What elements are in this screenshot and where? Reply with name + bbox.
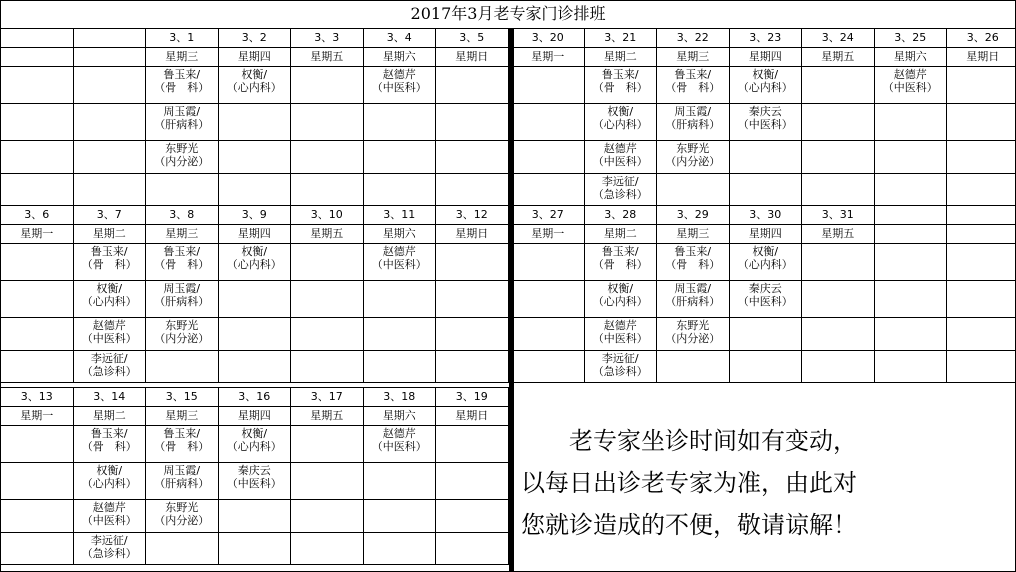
doctor-cell xyxy=(291,500,364,533)
weekday-cell xyxy=(1,48,74,67)
doctor-cell xyxy=(1,104,74,141)
date-cell: 3、22 xyxy=(657,29,730,48)
doctor-cell xyxy=(218,318,291,351)
doctor-cell xyxy=(73,67,146,104)
doctor-cell: 东野光 （内分泌） xyxy=(146,318,219,351)
doctor-row xyxy=(512,104,1016,141)
date-cell xyxy=(874,206,947,225)
weekday-cell: 星期五 xyxy=(802,225,875,244)
doctor-cell xyxy=(947,281,1016,318)
doctor-row xyxy=(512,67,1016,104)
doctor-cell xyxy=(218,281,291,318)
doctor-cell xyxy=(1,67,74,104)
doctor-cell xyxy=(436,463,509,500)
doctor-cell xyxy=(363,104,436,141)
doctor-cell xyxy=(729,318,802,351)
column-divider xyxy=(509,28,514,572)
doctor-cell: 权衡/ （心内科） xyxy=(729,67,802,104)
doctor-cell xyxy=(1,141,74,174)
date-cell: 3、11 xyxy=(363,206,436,225)
doctor-cell: 东野光 （内分泌） xyxy=(657,318,730,351)
doctor-cell: 李远征/ （急诊科） xyxy=(584,351,657,383)
doctor-cell xyxy=(657,351,730,383)
doctor-cell xyxy=(1,281,74,318)
date-cell: 3、15 xyxy=(146,388,219,407)
doctor-cell xyxy=(291,318,364,351)
date-cell: 3、14 xyxy=(73,388,146,407)
doctor-cell xyxy=(73,141,146,174)
date-cell: 3、6 xyxy=(1,206,74,225)
doctor-cell xyxy=(1,318,74,351)
weekday-cell: 星期五 xyxy=(291,407,364,426)
doctor-row xyxy=(1,426,509,463)
doctor-cell xyxy=(729,174,802,206)
doctor-row xyxy=(512,281,1016,318)
doctor-cell xyxy=(947,67,1016,104)
doctor-cell xyxy=(729,351,802,383)
doctor-cell: 赵德芹 （中医科） xyxy=(874,67,947,104)
doctor-cell: 周玉霞/ （肝病科） xyxy=(146,463,219,500)
doctor-cell xyxy=(436,174,509,206)
doctor-cell xyxy=(947,244,1016,281)
weekday-row xyxy=(512,225,1016,244)
doctor-cell xyxy=(436,244,509,281)
doctor-cell: 李远征/ （急诊科） xyxy=(73,533,146,565)
doctor-cell: 周玉霞/ （肝病科） xyxy=(146,281,219,318)
doctor-cell: 周玉霞/ （肝病科） xyxy=(657,281,730,318)
doctor-cell xyxy=(874,281,947,318)
doctor-cell xyxy=(436,500,509,533)
weekday-cell xyxy=(874,225,947,244)
weekday-cell: 星期五 xyxy=(291,225,364,244)
doctor-cell xyxy=(146,174,219,206)
weekday-row xyxy=(512,48,1016,67)
doctor-cell xyxy=(947,174,1016,206)
doctor-cell: 权衡/ （心内科） xyxy=(584,104,657,141)
date-cell: 3、7 xyxy=(73,206,146,225)
weekday-cell: 星期六 xyxy=(363,225,436,244)
weekday-cell: 星期四 xyxy=(729,225,802,244)
doctor-cell: 赵德芹 （中医科） xyxy=(584,141,657,174)
date-cell: 3、24 xyxy=(802,29,875,48)
doctor-cell: 周玉霞/ （肝病科） xyxy=(657,104,730,141)
doctor-cell xyxy=(291,244,364,281)
date-cell: 3、17 xyxy=(291,388,364,407)
date-cell: 3、25 xyxy=(874,29,947,48)
weekday-cell: 星期四 xyxy=(218,48,291,67)
doctor-cell: 权衡/ （心内科） xyxy=(218,244,291,281)
doctor-cell xyxy=(436,281,509,318)
weekday-cell: 星期一 xyxy=(512,48,585,67)
weekday-cell: 星期三 xyxy=(657,225,730,244)
doctor-cell: 鲁玉来/ （骨 科） xyxy=(146,67,219,104)
doctor-cell xyxy=(512,174,585,206)
doctor-cell xyxy=(512,67,585,104)
doctor-cell xyxy=(291,426,364,463)
weekday-row xyxy=(1,48,509,67)
doctor-cell xyxy=(729,141,802,174)
date-row xyxy=(1,388,509,407)
doctor-row xyxy=(1,500,509,533)
doctor-row xyxy=(1,281,509,318)
doctor-cell xyxy=(802,104,875,141)
weekday-cell: 星期三 xyxy=(146,225,219,244)
right-week-1-table xyxy=(511,28,1016,206)
date-cell: 3、28 xyxy=(584,206,657,225)
date-cell: 3、31 xyxy=(802,206,875,225)
date-cell: 3、26 xyxy=(947,29,1016,48)
weekday-cell: 星期二 xyxy=(73,407,146,426)
weekday-cell: 星期六 xyxy=(363,48,436,67)
weekday-cell: 星期三 xyxy=(146,48,219,67)
doctor-cell: 李远征/ （急诊科） xyxy=(73,351,146,383)
weekday-cell: 星期三 xyxy=(657,48,730,67)
date-cell: 3、20 xyxy=(512,29,585,48)
doctor-cell xyxy=(802,174,875,206)
doctor-row xyxy=(1,533,509,565)
doctor-cell xyxy=(363,351,436,383)
date-cell: 3、30 xyxy=(729,206,802,225)
date-cell: 3、9 xyxy=(218,206,291,225)
weekday-row xyxy=(1,225,509,244)
doctor-cell xyxy=(1,463,74,500)
notice-text xyxy=(515,380,1005,565)
date-cell: 3、27 xyxy=(512,206,585,225)
doctor-row xyxy=(512,141,1016,174)
date-cell: 3、1 xyxy=(146,29,219,48)
doctor-cell xyxy=(512,281,585,318)
weekday-cell: 星期日 xyxy=(436,225,509,244)
date-cell xyxy=(1,29,74,48)
doctor-cell: 鲁玉来/ （骨 科） xyxy=(73,244,146,281)
right-week-2-table xyxy=(511,205,1016,383)
weekday-cell: 星期五 xyxy=(802,48,875,67)
doctor-row xyxy=(1,67,509,104)
doctor-cell: 权衡/ （心内科） xyxy=(729,244,802,281)
doctor-cell xyxy=(436,104,509,141)
doctor-cell xyxy=(363,281,436,318)
left-week-2-table xyxy=(0,205,509,383)
doctor-row xyxy=(1,351,509,383)
weekday-cell: 星期一 xyxy=(1,225,74,244)
date-row xyxy=(512,206,1016,225)
notice-line: 老专家坐诊时间如有变动， xyxy=(521,427,857,455)
doctor-cell xyxy=(874,141,947,174)
doctor-cell xyxy=(874,351,947,383)
weekday-cell: 星期六 xyxy=(363,407,436,426)
date-cell xyxy=(947,206,1016,225)
doctor-row xyxy=(512,318,1016,351)
doctor-row xyxy=(1,244,509,281)
doctor-cell xyxy=(802,141,875,174)
weekday-cell xyxy=(73,48,146,67)
date-cell xyxy=(73,29,146,48)
doctor-cell xyxy=(512,104,585,141)
doctor-cell: 赵德芹 （中医科） xyxy=(363,244,436,281)
doctor-cell xyxy=(291,104,364,141)
weekday-cell: 星期五 xyxy=(291,48,364,67)
doctor-cell: 权衡/ （心内科） xyxy=(218,426,291,463)
date-row xyxy=(1,29,509,48)
notice-line: 您就诊造成的不便，敬请谅解！ xyxy=(521,511,857,539)
doctor-cell xyxy=(218,104,291,141)
doctor-cell: 东野光 （内分泌） xyxy=(657,141,730,174)
doctor-cell xyxy=(218,174,291,206)
doctor-cell xyxy=(802,281,875,318)
doctor-cell xyxy=(218,141,291,174)
doctor-cell xyxy=(512,318,585,351)
doctor-cell: 赵德芹 （中医科） xyxy=(363,67,436,104)
doctor-cell xyxy=(947,104,1016,141)
notice-line: 以每日出诊老专家为准，由此对 xyxy=(521,469,857,497)
doctor-cell: 赵德芹 （中医科） xyxy=(584,318,657,351)
weekday-cell: 星期四 xyxy=(729,48,802,67)
doctor-cell xyxy=(802,67,875,104)
doctor-cell xyxy=(363,500,436,533)
date-cell: 3、4 xyxy=(363,29,436,48)
doctor-row xyxy=(1,174,509,206)
date-row xyxy=(1,206,509,225)
weekday-cell: 星期一 xyxy=(1,407,74,426)
doctor-row xyxy=(512,244,1016,281)
doctor-cell: 东野光 （内分泌） xyxy=(146,141,219,174)
weekday-cell: 星期三 xyxy=(146,407,219,426)
doctor-cell xyxy=(363,174,436,206)
doctor-cell xyxy=(291,351,364,383)
doctor-row xyxy=(1,318,509,351)
doctor-cell xyxy=(291,463,364,500)
date-cell: 3、2 xyxy=(218,29,291,48)
weekday-row xyxy=(1,407,509,426)
doctor-cell xyxy=(512,351,585,383)
weekday-cell: 星期二 xyxy=(584,225,657,244)
doctor-cell xyxy=(218,351,291,383)
date-cell: 3、13 xyxy=(1,388,74,407)
doctor-cell xyxy=(363,533,436,565)
doctor-cell xyxy=(874,318,947,351)
doctor-cell xyxy=(218,500,291,533)
date-cell: 3、10 xyxy=(291,206,364,225)
weekday-cell xyxy=(947,225,1016,244)
doctor-cell xyxy=(1,174,74,206)
doctor-cell: 鲁玉来/ （骨 科） xyxy=(584,244,657,281)
doctor-row xyxy=(512,174,1016,206)
doctor-cell xyxy=(657,174,730,206)
doctor-cell xyxy=(363,463,436,500)
doctor-cell xyxy=(291,533,364,565)
doctor-cell xyxy=(291,141,364,174)
doctor-cell xyxy=(73,174,146,206)
doctor-cell: 东野光 （内分泌） xyxy=(146,500,219,533)
doctor-cell xyxy=(512,141,585,174)
weekday-cell: 星期四 xyxy=(218,225,291,244)
doctor-cell xyxy=(512,244,585,281)
date-cell: 3、16 xyxy=(218,388,291,407)
doctor-cell: 鲁玉来/ （骨 科） xyxy=(73,426,146,463)
doctor-cell xyxy=(802,351,875,383)
doctor-cell: 秦庆云 （中医科） xyxy=(729,104,802,141)
doctor-cell: 权衡/ （心内科） xyxy=(584,281,657,318)
doctor-cell: 权衡/ （心内科） xyxy=(73,463,146,500)
date-cell: 3、5 xyxy=(436,29,509,48)
doctor-cell xyxy=(947,351,1016,383)
doctor-cell xyxy=(436,141,509,174)
doctor-cell xyxy=(436,67,509,104)
doctor-cell xyxy=(291,174,364,206)
weekday-cell: 星期四 xyxy=(218,407,291,426)
date-cell: 3、3 xyxy=(291,29,364,48)
doctor-cell: 赵德芹 （中医科） xyxy=(363,426,436,463)
doctor-cell: 周玉霞/ （肝病科） xyxy=(146,104,219,141)
weekday-cell: 星期日 xyxy=(436,407,509,426)
doctor-cell xyxy=(1,244,74,281)
weekday-cell: 星期二 xyxy=(73,225,146,244)
date-cell: 3、19 xyxy=(436,388,509,407)
doctor-cell xyxy=(436,351,509,383)
doctor-cell xyxy=(363,318,436,351)
doctor-cell: 鲁玉来/ （骨 科） xyxy=(146,426,219,463)
doctor-cell xyxy=(436,318,509,351)
doctor-cell xyxy=(436,426,509,463)
doctor-cell xyxy=(1,426,74,463)
doctor-cell xyxy=(146,533,219,565)
doctor-cell: 秦庆云 （中医科） xyxy=(218,463,291,500)
doctor-cell xyxy=(291,281,364,318)
date-row xyxy=(512,29,1016,48)
doctor-cell: 秦庆云 （中医科） xyxy=(729,281,802,318)
page-title: 2017年3月老专家门诊排班 xyxy=(410,4,606,23)
doctor-cell: 鲁玉来/ （骨 科） xyxy=(657,244,730,281)
left-week-3-table xyxy=(0,387,509,565)
doctor-cell xyxy=(874,104,947,141)
doctor-row xyxy=(512,351,1016,383)
doctor-cell xyxy=(291,67,364,104)
doctor-cell: 权衡/ （心内科） xyxy=(218,67,291,104)
weekday-cell: 星期日 xyxy=(947,48,1016,67)
doctor-cell xyxy=(1,533,74,565)
doctor-cell: 鲁玉来/ （骨 科） xyxy=(657,67,730,104)
date-cell: 3、8 xyxy=(146,206,219,225)
weekday-cell: 星期二 xyxy=(584,48,657,67)
doctor-cell xyxy=(146,351,219,383)
doctor-cell xyxy=(1,351,74,383)
doctor-cell xyxy=(802,244,875,281)
doctor-cell xyxy=(874,174,947,206)
doctor-row xyxy=(1,141,509,174)
doctor-cell xyxy=(802,318,875,351)
doctor-cell xyxy=(1,500,74,533)
date-cell: 3、23 xyxy=(729,29,802,48)
doctor-cell xyxy=(947,141,1016,174)
doctor-cell: 鲁玉来/ （骨 科） xyxy=(584,67,657,104)
weekday-cell: 星期一 xyxy=(512,225,585,244)
weekday-cell: 星期日 xyxy=(436,48,509,67)
doctor-cell: 赵德芹 （中医科） xyxy=(73,318,146,351)
doctor-cell xyxy=(947,318,1016,351)
left-week-1-table xyxy=(0,28,509,206)
date-cell: 3、12 xyxy=(436,206,509,225)
doctor-cell xyxy=(436,533,509,565)
doctor-cell xyxy=(218,533,291,565)
doctor-cell: 鲁玉来/ （骨 科） xyxy=(146,244,219,281)
date-cell: 3、21 xyxy=(584,29,657,48)
doctor-cell xyxy=(874,244,947,281)
doctor-cell: 李远征/ （急诊科） xyxy=(584,174,657,206)
doctor-row xyxy=(1,463,509,500)
doctor-row xyxy=(1,104,509,141)
doctor-cell xyxy=(363,141,436,174)
doctor-cell: 权衡/ （心内科） xyxy=(73,281,146,318)
date-cell: 3、18 xyxy=(363,388,436,407)
doctor-cell: 赵德芹 （中医科） xyxy=(73,500,146,533)
date-cell: 3、29 xyxy=(657,206,730,225)
weekday-cell: 星期六 xyxy=(874,48,947,67)
doctor-cell xyxy=(73,104,146,141)
